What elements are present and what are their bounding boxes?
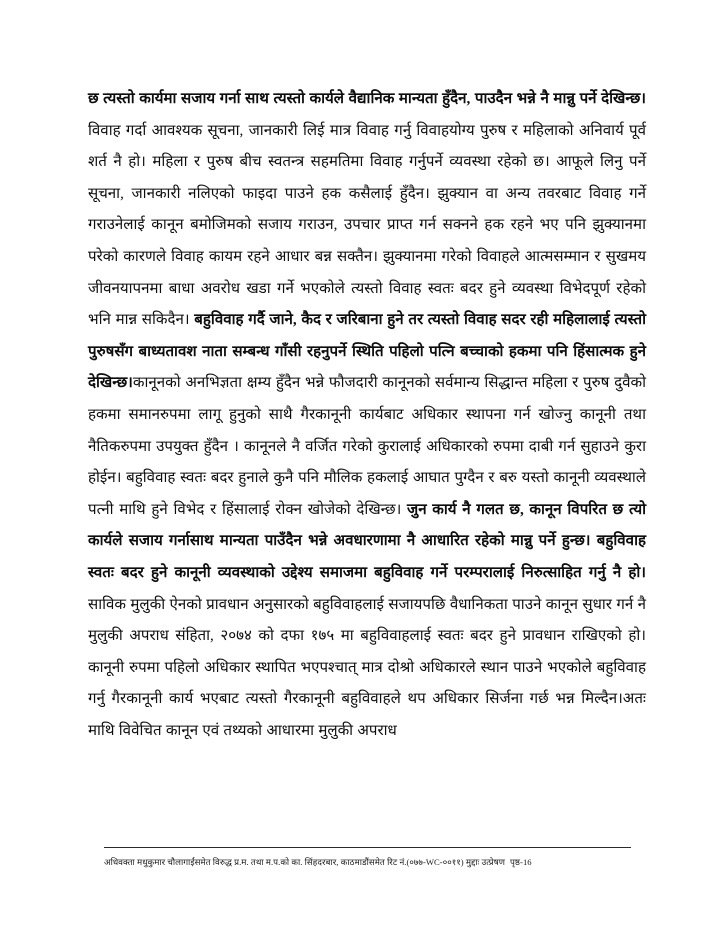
text-run-bold-3: जुन कार्य नै गलत छ, कानून विपरित छ त्यो कार्यले सजाय गर्नासाथ मान्यता पाउँदैन भन्ने अवधारणामा नै आधारित रहेको मान्नु पर्ने हुन्छ। बहुविवाह स्वतः बदर हुने कानूनी व्यवस्थाको उद्देश्य समाजमा बहुविवाह गर्ने परम्परालाई निरुत्साहित गर्नु नै हो।	[88, 501, 646, 581]
footer-citation: अधिवक्ता मधुकुमार चौलागाईंसमेत विरुद्ध प्र.म. तथा म.प.को का. सिंहदरबार, काठमाडौंसमेत रिट नं.(०७७-WC-००११) मुद्दाः उत्प्रेषण	[104, 857, 505, 867]
text-run-normal-2: कानूनको अनभिज्ञता क्षम्य हुँदैन भन्ने फौजदारी कानूनको सर्वमान्य सिद्धान्त महिला र पुरुष दुवैको हकमा समानरुपमा लागू हुनुको साथै गैरकानूनी कार्यबाट अधिकार स्थापना गर्न खोज्नु कानूनी तथा नैतिकरुपमा उपयुक्त हुँदैन । कानूनले नै वर्जित गरेको कुरालाई अधिकारको रुपमा दाबी गर्न सुहाउने कुरा होईन। बहुविवाह स्वतः बदर हुनाले कुनै पनि मौलिक हकलाई आघात पुग्दैन र बरु यस्तो कानूनी व्यवस्थाले पत्नी माथि हुने विभेद र हिंसालाई रोक्न खोजेको देखिन्छ।	[88, 375, 646, 518]
text-run-normal-3: साविक मुलुकी ऐनको प्रावधान अनुसारको बहुविवाहलाई सजायपछि वैधानिकता पाउने कानून सुधार गर्न नै मुलुकी अपराध संहिता, २०७४ को दफा १७५ मा बहुविवाहलाई स्वतः बदर हुने प्रावधान राखिएको हो। कानूनी रुपमा पहिलो अधिकार स्थापित भएपश्चात् मात्र दोश्रो अधिकारले स्थान पाउने भएकोले बहुविवाह गर्नु गैरकानूनी कार्य भएबाट त्यस्तो गैरकानूनी बहुविवाहले थप अधिकार सिर्जना गर्छ भन्न मिल्दैन।अतः माथि विवेचित कानून एवं तथ्यको आधारमा मुलुकी अपराध	[88, 596, 646, 739]
text-run-bold-2: बहुविवाह गर्दै जाने, कैद र जरिबाना हुने तर त्यस्तो विवाह सदर रही महिलालाई त्यस्तो पुरुषसँग बाध्यतावश नाता सम्बन्ध गाँसी रहनुपर्ने स्थिति पहिलो पत्नि बच्चाको हकमा पनि हिंसात्मक हुने देखिन्छ।	[88, 312, 646, 392]
footer-divider	[104, 847, 631, 848]
body-paragraph	[88, 84, 646, 747]
text-run-bold-1: छ त्यस्तो कार्यमा सजाय गर्ना साथ त्यस्तो कार्यले वैद्यानिक मान्यता हुँदैन, पाउदैन भन्ने नै मान्नु पर्ने देखिन्छ।	[88, 91, 646, 107]
footer-page-number: पृष्ठ-16	[509, 857, 532, 867]
text-run-normal-1: विवाह गर्दा आवश्यक सूचना, जानकारी लिई मात्र विवाह गर्नु विवाहयोग्य पुरुष र महिलाको अनिवार्य पूर्व शर्त नै हो। महिला र पुरुष बीच स्वतन्त्र सहमतिमा विवाह गर्नुपर्ने व्यवस्था रहेको छ। आफूले लिनु पर्ने सूचना, जानकारी नलिएको फाइदा पाउने हक कसैलाई हुँदैन। झुक्यान वा अन्य तवरबाट विवाह गर्ने गराउनेलाई कानून बमोजिमको सजाय गराउन, उपचार प्राप्त गर्न सक्नने हक रहने भए पनि झुक्यानमा परेको कारणले विवाह कायम रहने आधार बन्न सक्तैन। झुक्यानमा गरेको विवाहले आत्मसम्मान र सुखमय जीवनयापनमा बाधा अवरोध खडा गर्ने भएकोले त्यस्तो विवाह स्वतः बदर हुने व्यवस्था विभेदपूर्ण रहेको भनि मान्न सकिदैन।	[88, 122, 646, 329]
footer	[104, 856, 649, 869]
